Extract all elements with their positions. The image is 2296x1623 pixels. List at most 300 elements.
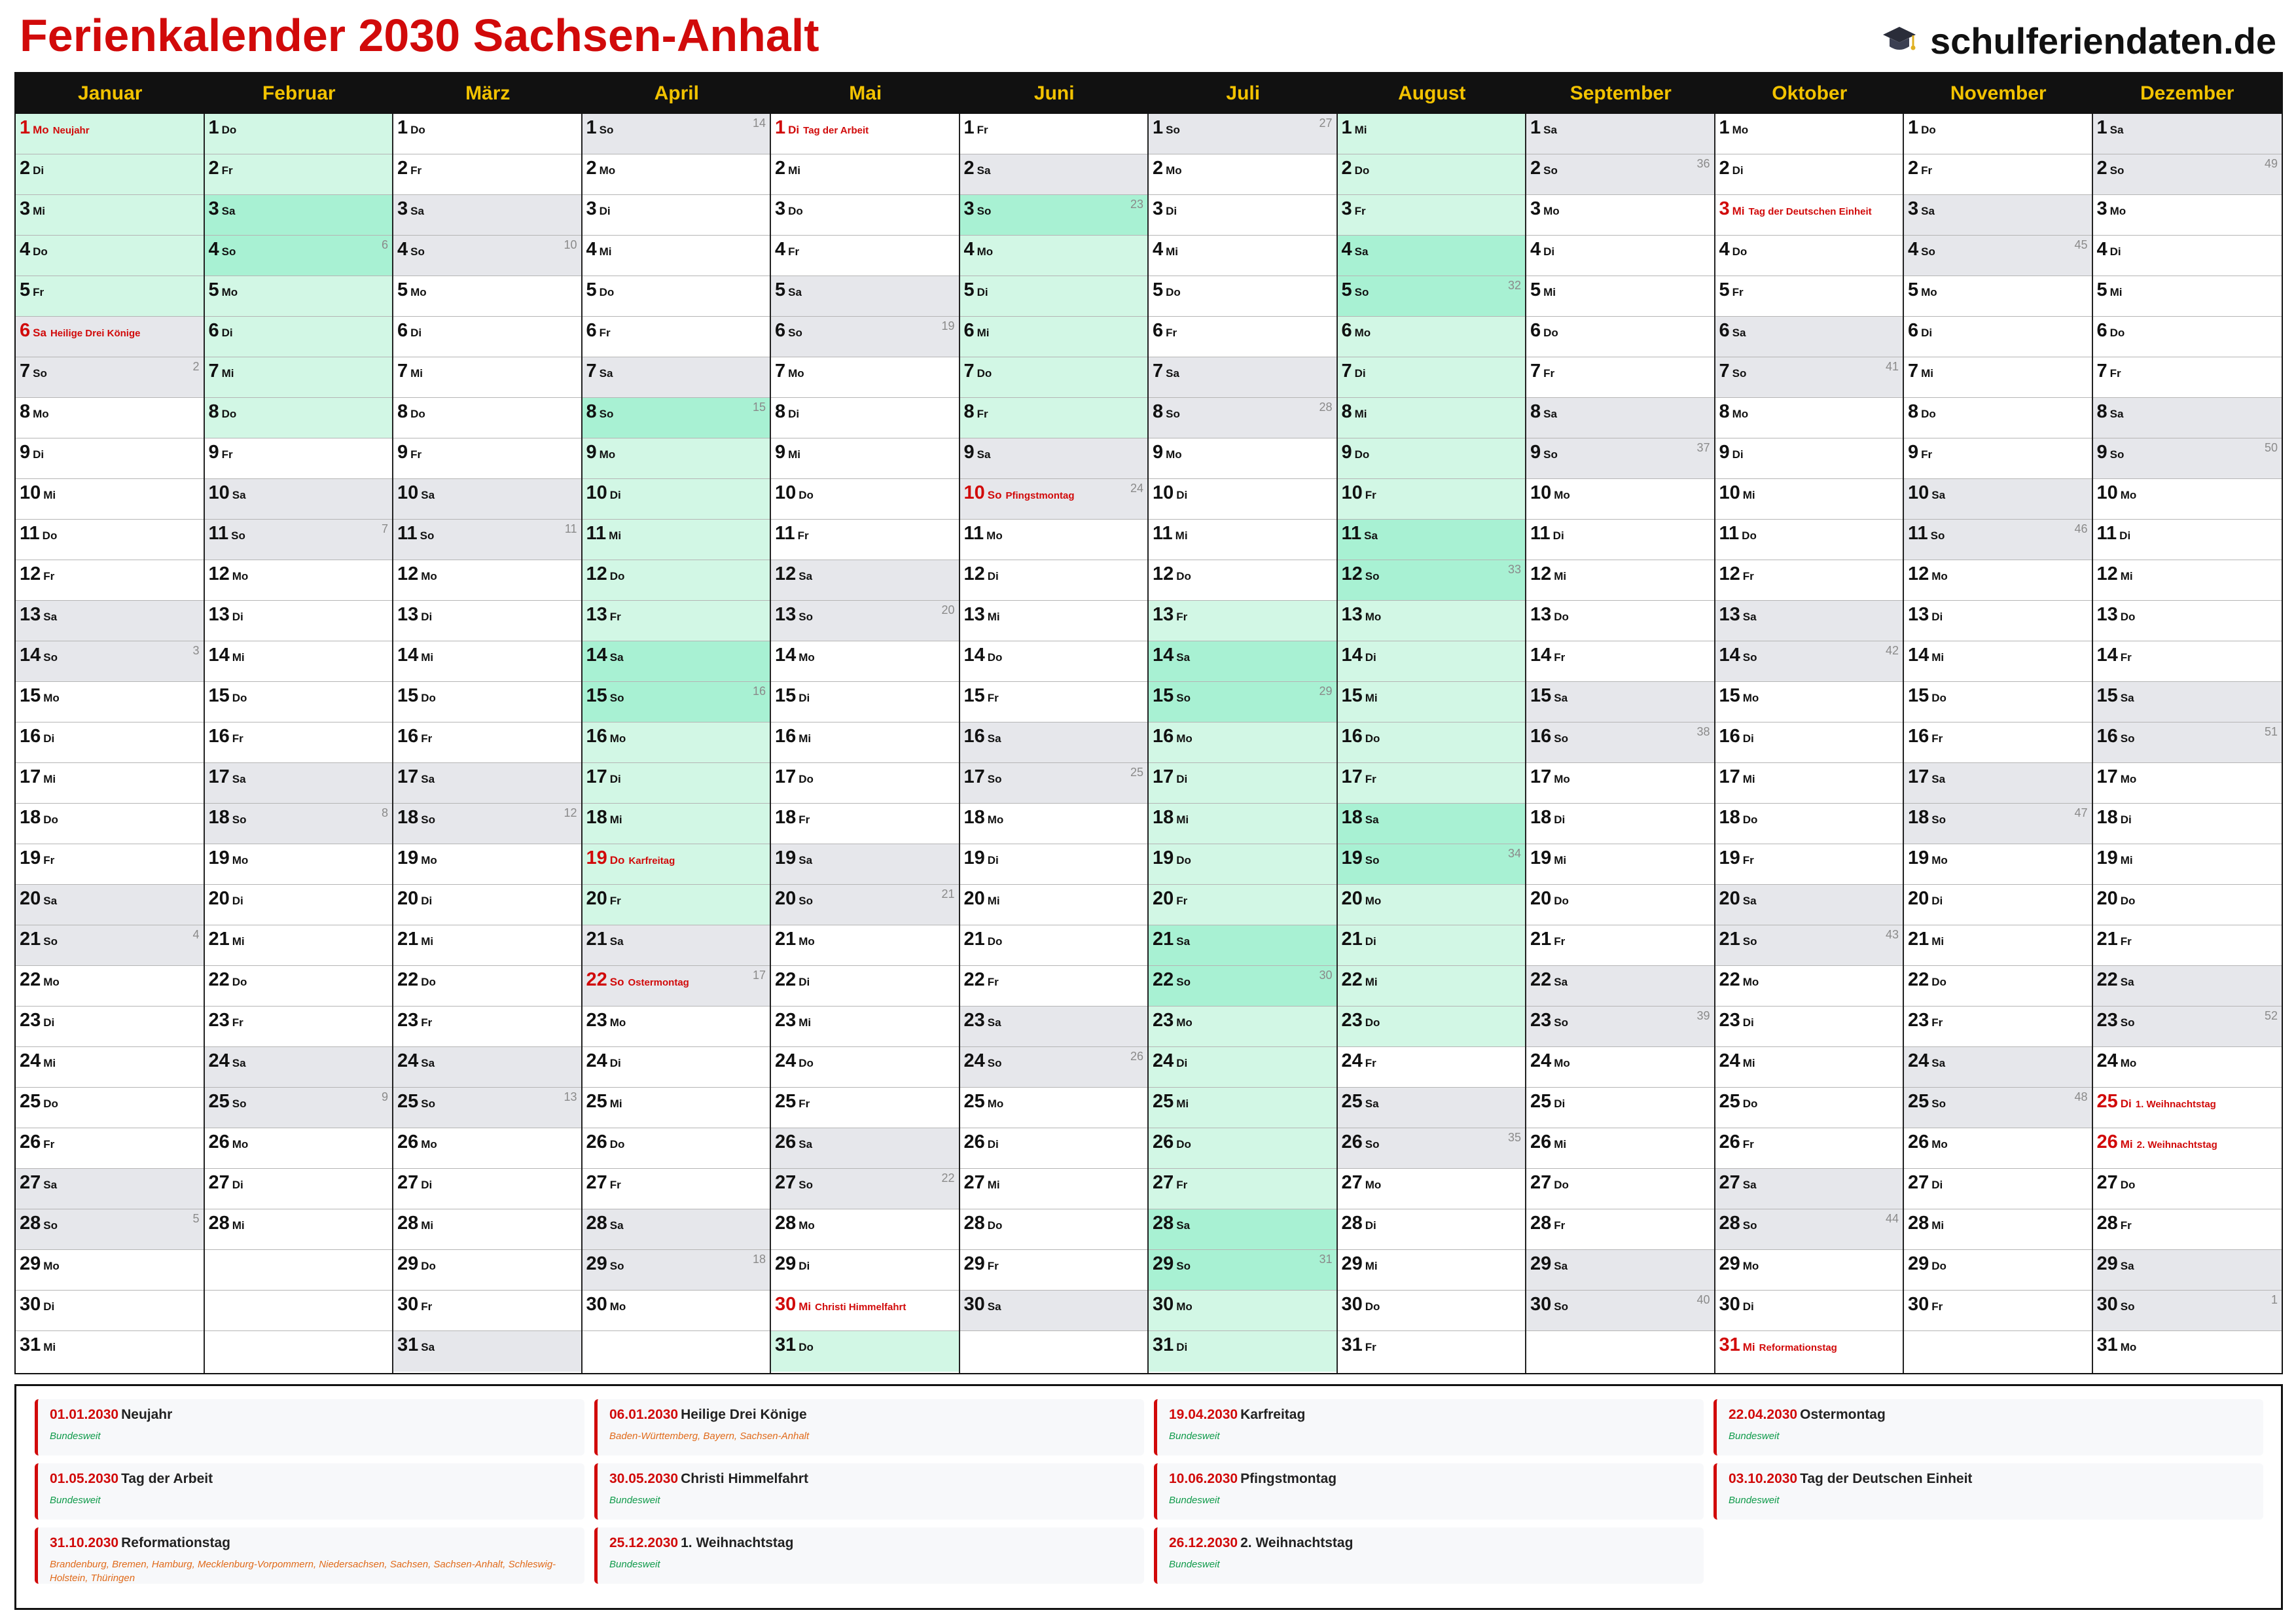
day-cell[interactable] [1715,885,1903,925]
day-cell[interactable] [1715,925,1903,966]
day-cell[interactable] [1904,560,2092,601]
day-cell[interactable] [771,925,959,966]
day-cell[interactable] [2093,722,2282,763]
holiday-cell[interactable] [771,114,959,154]
day-cell[interactable] [1904,641,2092,682]
day-cell[interactable] [1526,357,1714,398]
day-cell[interactable] [16,195,204,236]
day-cell[interactable] [393,885,581,925]
day-cell[interactable] [1715,398,1903,438]
day-cell[interactable] [1526,1007,1714,1047]
day-cell[interactable] [1904,1250,2092,1291]
day-cell[interactable] [1526,804,1714,844]
day-cell[interactable] [16,1047,204,1088]
day-cell[interactable] [2093,357,2282,398]
day-cell[interactable] [771,804,959,844]
day-cell[interactable] [16,520,204,560]
day-cell[interactable] [393,560,581,601]
day-cell[interactable] [16,966,204,1007]
holiday-cell[interactable] [583,844,770,885]
day-cell[interactable] [960,925,1148,966]
day-cell[interactable] [1526,722,1714,763]
day-cell[interactable] [583,1209,770,1250]
day-cell[interactable] [1904,1047,2092,1088]
day-cell[interactable] [771,520,959,560]
day-cell[interactable] [960,1209,1148,1250]
day-cell[interactable] [1338,682,1526,722]
day-cell[interactable] [1715,844,1903,885]
day-cell[interactable] [393,1291,581,1331]
day-cell[interactable] [1526,114,1714,154]
day-cell[interactable] [1338,520,1526,560]
day-cell[interactable] [393,1128,581,1169]
day-cell[interactable] [16,722,204,763]
day-cell[interactable] [583,641,770,682]
day-cell[interactable] [1904,276,2092,317]
day-cell[interactable] [393,357,581,398]
day-cell[interactable] [16,804,204,844]
day-cell[interactable] [1904,195,2092,236]
day-cell[interactable] [771,479,959,520]
day-cell[interactable] [205,885,393,925]
day-cell[interactable] [16,1128,204,1169]
day-cell[interactable] [960,114,1148,154]
day-cell[interactable] [1526,1291,1714,1331]
day-cell[interactable] [771,722,959,763]
day-cell[interactable] [393,601,581,641]
day-cell[interactable] [771,1128,959,1169]
day-cell[interactable] [960,763,1148,804]
day-cell[interactable] [1338,114,1526,154]
day-cell[interactable] [1526,641,1714,682]
day-cell[interactable] [1338,398,1526,438]
day-cell[interactable] [16,357,204,398]
day-cell[interactable] [205,763,393,804]
day-cell[interactable] [1526,763,1714,804]
day-cell[interactable] [960,1047,1148,1088]
day-cell[interactable] [960,317,1148,357]
day-cell[interactable] [1149,1128,1336,1169]
day-cell[interactable] [1526,398,1714,438]
day-cell[interactable] [1526,317,1714,357]
day-cell[interactable] [1904,966,2092,1007]
day-cell[interactable] [393,763,581,804]
day-cell[interactable] [1149,1209,1336,1250]
day-cell[interactable] [583,1291,770,1331]
day-cell[interactable] [393,1331,581,1372]
day-cell[interactable] [2093,560,2282,601]
day-cell[interactable] [1715,763,1903,804]
day-cell[interactable] [16,1291,204,1331]
day-cell[interactable] [583,560,770,601]
day-cell[interactable] [1338,844,1526,885]
day-cell[interactable] [393,966,581,1007]
day-cell[interactable] [1149,1291,1336,1331]
day-cell[interactable] [1338,763,1526,804]
day-cell[interactable] [1149,804,1336,844]
day-cell[interactable] [393,1209,581,1250]
day-cell[interactable] [960,682,1148,722]
day-cell[interactable] [1526,1169,1714,1209]
day-cell[interactable] [2093,1331,2282,1372]
day-cell[interactable] [1149,885,1336,925]
day-cell[interactable] [1338,479,1526,520]
day-cell[interactable] [2093,804,2282,844]
day-cell[interactable] [1149,317,1336,357]
day-cell[interactable] [205,1209,393,1250]
day-cell[interactable] [583,317,770,357]
day-cell[interactable] [1904,438,2092,479]
day-cell[interactable] [16,601,204,641]
day-cell[interactable] [960,236,1148,276]
day-cell[interactable] [393,195,581,236]
holiday-cell[interactable] [16,317,204,357]
day-cell[interactable] [771,763,959,804]
day-cell[interactable] [1526,479,1714,520]
day-cell[interactable] [1904,236,2092,276]
day-cell[interactable] [16,1250,204,1291]
day-cell[interactable] [205,154,393,195]
day-cell[interactable] [2093,966,2282,1007]
day-cell[interactable] [771,195,959,236]
day-cell[interactable] [771,966,959,1007]
day-cell[interactable] [1149,398,1336,438]
day-cell[interactable] [393,1047,581,1088]
day-cell[interactable] [960,722,1148,763]
day-cell[interactable] [1904,722,2092,763]
day-cell[interactable] [1338,357,1526,398]
day-cell[interactable] [1904,763,2092,804]
day-cell[interactable] [1338,154,1526,195]
day-cell[interactable] [583,1169,770,1209]
day-cell[interactable] [1526,154,1714,195]
day-cell[interactable] [583,1088,770,1128]
day-cell[interactable] [1715,560,1903,601]
day-cell[interactable] [2093,520,2282,560]
day-cell[interactable] [16,1209,204,1250]
day-cell[interactable] [1526,1128,1714,1169]
day-cell[interactable] [583,236,770,276]
day-cell[interactable] [1526,1209,1714,1250]
day-cell[interactable] [1149,479,1336,520]
day-cell[interactable] [1904,601,2092,641]
day-cell[interactable] [2093,1250,2282,1291]
day-cell[interactable] [771,276,959,317]
day-cell[interactable] [771,601,959,641]
day-cell[interactable] [583,763,770,804]
day-cell[interactable] [1149,682,1336,722]
holiday-cell[interactable] [960,479,1148,520]
day-cell[interactable] [960,357,1148,398]
day-cell[interactable] [16,844,204,885]
day-cell[interactable] [1149,276,1336,317]
day-cell[interactable] [960,641,1148,682]
day-cell[interactable] [1338,1209,1526,1250]
day-cell[interactable] [205,114,393,154]
holiday-cell[interactable] [1715,195,1903,236]
day-cell[interactable] [393,236,581,276]
day-cell[interactable] [771,1088,959,1128]
day-cell[interactable] [393,276,581,317]
day-cell[interactable] [2093,398,2282,438]
day-cell[interactable] [205,925,393,966]
day-cell[interactable] [2093,763,2282,804]
day-cell[interactable] [393,844,581,885]
day-cell[interactable] [1338,966,1526,1007]
day-cell[interactable] [1715,479,1903,520]
day-cell[interactable] [1526,1047,1714,1088]
day-cell[interactable] [205,1007,393,1047]
day-cell[interactable] [393,1007,581,1047]
day-cell[interactable] [771,1169,959,1209]
day-cell[interactable] [1715,1088,1903,1128]
day-cell[interactable] [1338,1169,1526,1209]
day-cell[interactable] [960,844,1148,885]
day-cell[interactable] [1338,1291,1526,1331]
day-cell[interactable] [583,195,770,236]
day-cell[interactable] [1904,682,2092,722]
day-cell[interactable] [16,1007,204,1047]
day-cell[interactable] [16,925,204,966]
day-cell[interactable] [16,1169,204,1209]
day-cell[interactable] [583,1128,770,1169]
day-cell[interactable] [1904,1291,2092,1331]
day-cell[interactable] [960,1250,1148,1291]
day-cell[interactable] [1149,1007,1336,1047]
holiday-cell[interactable] [583,966,770,1007]
day-cell[interactable] [583,357,770,398]
day-cell[interactable] [205,357,393,398]
day-cell[interactable] [2093,682,2282,722]
day-cell[interactable] [2093,154,2282,195]
day-cell[interactable] [771,154,959,195]
day-cell[interactable] [205,844,393,885]
day-cell[interactable] [16,682,204,722]
day-cell[interactable] [393,641,581,682]
day-cell[interactable] [2093,844,2282,885]
day-cell[interactable] [1149,357,1336,398]
day-cell[interactable] [1149,154,1336,195]
day-cell[interactable] [205,195,393,236]
day-cell[interactable] [1715,1209,1903,1250]
day-cell[interactable] [393,1088,581,1128]
day-cell[interactable] [771,1007,959,1047]
day-cell[interactable] [2093,438,2282,479]
day-cell[interactable] [1149,520,1336,560]
day-cell[interactable] [771,1331,959,1372]
day-cell[interactable] [2093,1209,2282,1250]
day-cell[interactable] [205,641,393,682]
day-cell[interactable] [205,682,393,722]
brand[interactable] [1882,14,2276,67]
day-cell[interactable] [1149,925,1336,966]
holiday-cell[interactable] [771,1291,959,1331]
day-cell[interactable] [393,1250,581,1291]
day-cell[interactable] [1715,641,1903,682]
day-cell[interactable] [16,398,204,438]
day-cell[interactable] [2093,1047,2282,1088]
day-cell[interactable] [583,925,770,966]
day-cell[interactable] [1715,966,1903,1007]
day-cell[interactable] [1149,1047,1336,1088]
day-cell[interactable] [16,276,204,317]
day-cell[interactable] [1338,601,1526,641]
day-cell[interactable] [393,1169,581,1209]
day-cell[interactable] [1715,1128,1903,1169]
day-cell[interactable] [205,317,393,357]
day-cell[interactable] [1526,601,1714,641]
holiday-cell[interactable] [16,114,204,154]
day-cell[interactable] [1904,398,2092,438]
day-cell[interactable] [1904,804,2092,844]
day-cell[interactable] [205,236,393,276]
day-cell[interactable] [771,560,959,601]
holiday-cell[interactable] [2093,1088,2282,1128]
day-cell[interactable] [2093,276,2282,317]
day-cell[interactable] [583,804,770,844]
day-cell[interactable] [16,885,204,925]
day-cell[interactable] [1904,114,2092,154]
day-cell[interactable] [393,804,581,844]
day-cell[interactable] [1338,804,1526,844]
day-cell[interactable] [1526,925,1714,966]
day-cell[interactable] [205,966,393,1007]
day-cell[interactable] [1715,722,1903,763]
day-cell[interactable] [205,479,393,520]
day-cell[interactable] [16,438,204,479]
day-cell[interactable] [1149,1331,1336,1372]
day-cell[interactable] [393,520,581,560]
day-cell[interactable] [1904,1169,2092,1209]
day-cell[interactable] [205,601,393,641]
day-cell[interactable] [771,357,959,398]
day-cell[interactable] [1149,560,1336,601]
day-cell[interactable] [771,398,959,438]
day-cell[interactable] [960,885,1148,925]
day-cell[interactable] [1904,1209,2092,1250]
day-cell[interactable] [205,520,393,560]
day-cell[interactable] [205,1169,393,1209]
day-cell[interactable] [1526,195,1714,236]
day-cell[interactable] [583,722,770,763]
day-cell[interactable] [583,520,770,560]
day-cell[interactable] [960,804,1148,844]
holiday-cell[interactable] [2093,1128,2282,1169]
day-cell[interactable] [1715,154,1903,195]
day-cell[interactable] [1904,357,2092,398]
day-cell[interactable] [1904,1088,2092,1128]
day-cell[interactable] [771,317,959,357]
day-cell[interactable] [1715,1291,1903,1331]
day-cell[interactable] [1338,1047,1526,1088]
day-cell[interactable] [1338,1007,1526,1047]
holiday-cell[interactable] [1715,1331,1903,1372]
day-cell[interactable] [1904,317,2092,357]
day-cell[interactable] [1149,641,1336,682]
day-cell[interactable] [2093,479,2282,520]
day-cell[interactable] [205,804,393,844]
day-cell[interactable] [16,641,204,682]
day-cell[interactable] [205,560,393,601]
day-cell[interactable] [1526,885,1714,925]
day-cell[interactable] [1338,1128,1526,1169]
day-cell[interactable] [1904,520,2092,560]
day-cell[interactable] [2093,1169,2282,1209]
day-cell[interactable] [583,885,770,925]
day-cell[interactable] [583,601,770,641]
day-cell[interactable] [1338,438,1526,479]
day-cell[interactable] [1149,1250,1336,1291]
day-cell[interactable] [393,114,581,154]
day-cell[interactable] [960,1007,1148,1047]
day-cell[interactable] [960,1169,1148,1209]
day-cell[interactable] [2093,1007,2282,1047]
day-cell[interactable] [960,1128,1148,1169]
day-cell[interactable] [1149,722,1336,763]
day-cell[interactable] [583,438,770,479]
day-cell[interactable] [960,560,1148,601]
day-cell[interactable] [205,1088,393,1128]
day-cell[interactable] [2093,641,2282,682]
day-cell[interactable] [1338,925,1526,966]
day-cell[interactable] [1338,1331,1526,1372]
day-cell[interactable] [1149,844,1336,885]
day-cell[interactable] [393,925,581,966]
day-cell[interactable] [1149,114,1336,154]
day-cell[interactable] [583,276,770,317]
day-cell[interactable] [16,1331,204,1372]
day-cell[interactable] [205,398,393,438]
day-cell[interactable] [205,722,393,763]
day-cell[interactable] [2093,925,2282,966]
day-cell[interactable] [1715,804,1903,844]
day-cell[interactable] [1338,885,1526,925]
day-cell[interactable] [205,276,393,317]
day-cell[interactable] [583,1250,770,1291]
day-cell[interactable] [16,763,204,804]
day-cell[interactable] [1904,844,2092,885]
day-cell[interactable] [1338,722,1526,763]
day-cell[interactable] [583,1047,770,1088]
day-cell[interactable] [1338,1088,1526,1128]
day-cell[interactable] [1715,1169,1903,1209]
day-cell[interactable] [960,438,1148,479]
day-cell[interactable] [1338,317,1526,357]
day-cell[interactable] [1526,236,1714,276]
day-cell[interactable] [771,682,959,722]
day-cell[interactable] [960,1088,1148,1128]
day-cell[interactable] [1715,317,1903,357]
day-cell[interactable] [960,398,1148,438]
day-cell[interactable] [1904,154,2092,195]
day-cell[interactable] [771,1047,959,1088]
day-cell[interactable] [2093,317,2282,357]
day-cell[interactable] [1526,438,1714,479]
day-cell[interactable] [1715,1007,1903,1047]
day-cell[interactable] [1149,1169,1336,1209]
day-cell[interactable] [1904,1128,2092,1169]
day-cell[interactable] [1338,560,1526,601]
day-cell[interactable] [771,236,959,276]
day-cell[interactable] [1338,276,1526,317]
day-cell[interactable] [1338,1250,1526,1291]
day-cell[interactable] [1526,276,1714,317]
day-cell[interactable] [1526,844,1714,885]
day-cell[interactable] [1715,520,1903,560]
day-cell[interactable] [771,844,959,885]
day-cell[interactable] [1715,1250,1903,1291]
day-cell[interactable] [1904,1007,2092,1047]
